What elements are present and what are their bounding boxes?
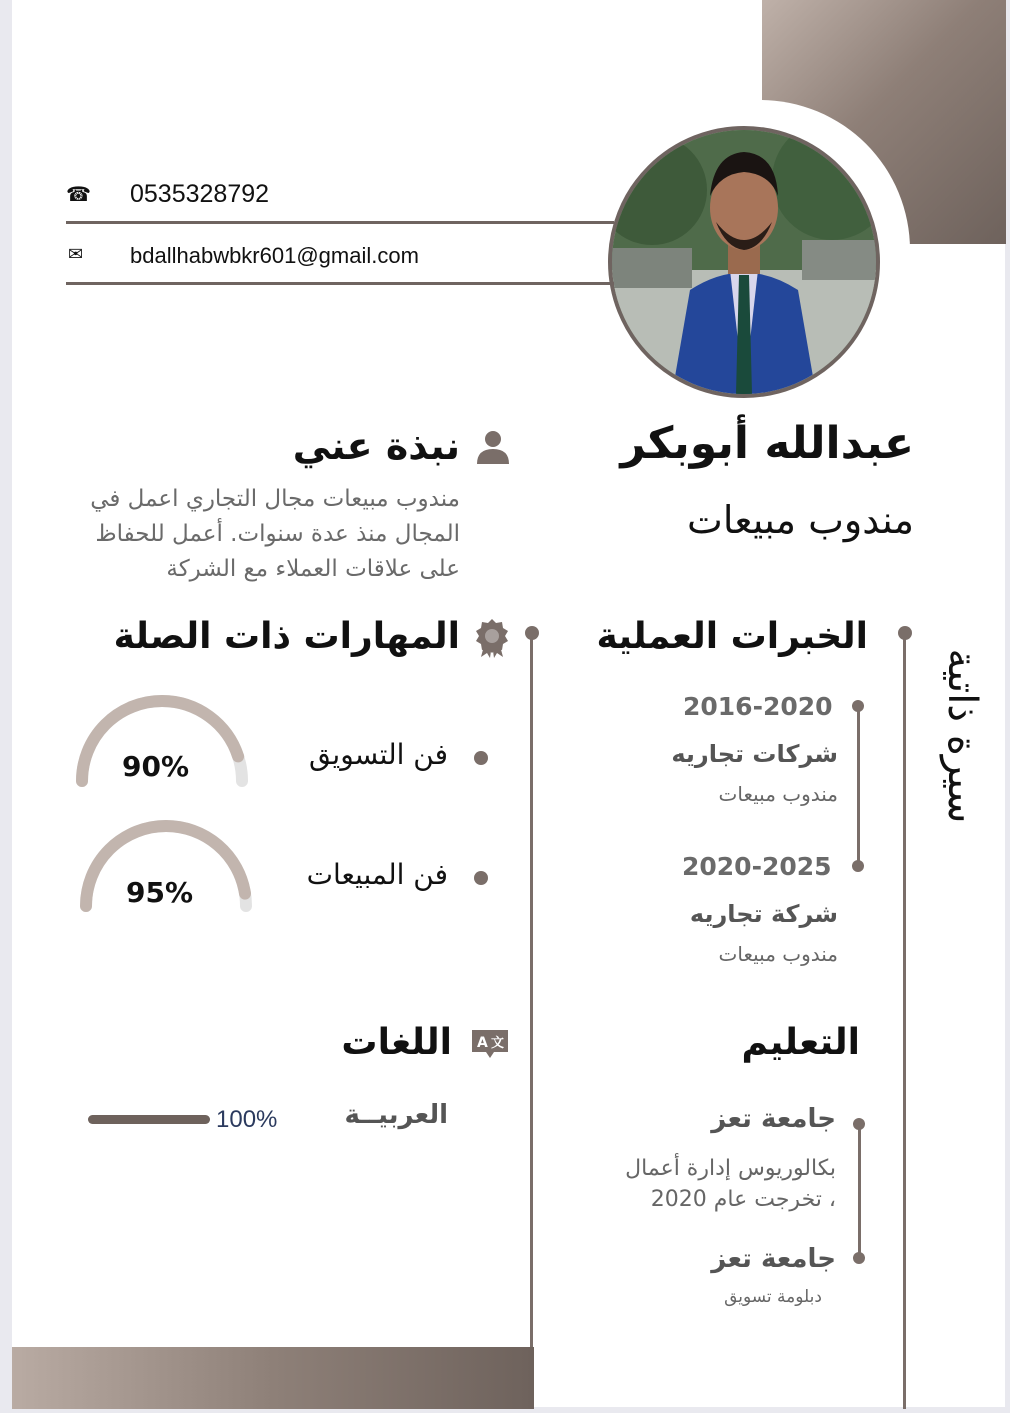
skill-name-1: فن التسويق [309, 738, 448, 771]
experience-timeline-line [903, 634, 906, 1409]
about-heading: نبذة عني [292, 424, 460, 468]
skill-gauge-2-label: 95% [126, 876, 194, 909]
contact-divider-1 [66, 221, 614, 224]
side-title: سيرة ذاتية [939, 648, 985, 824]
experience-heading: الخبرات العملية [596, 616, 868, 657]
experience-item-dot-2 [852, 860, 864, 872]
experience-role-2: مندوب مبيعات [718, 942, 838, 966]
language-bar-track-1 [88, 1115, 210, 1124]
award-icon [473, 618, 511, 658]
about-line-1: مندوب مبيعات مجال التجاري اعمل في [90, 486, 460, 512]
skill-gauge-1-label: 90% [122, 750, 190, 783]
experience-years-1: 2016-2020 [683, 692, 833, 721]
phone-icon: ☎ [66, 182, 91, 206]
svg-text:A: A [477, 1035, 488, 1051]
education-school-2: جامعة تعز [711, 1244, 836, 1274]
profile-photo [608, 126, 880, 398]
languages-heading: اللغات [341, 1022, 452, 1063]
education-degree-2: دبلومة تسويق [724, 1287, 822, 1307]
profile-name: عبدالله أبوبكر [620, 418, 914, 469]
about-line-2: المجال منذ عدة سنوات. أعمل للحفاظ [95, 521, 460, 547]
user-icon [474, 428, 512, 466]
page-left-border [0, 0, 12, 1413]
education-heading: التعليم [741, 1022, 860, 1063]
education-degree-1-line1: بكالوريوس إدارة أعمال [625, 1156, 836, 1181]
experience-role-1: مندوب مبيعات [718, 782, 838, 806]
education-item-line [858, 1124, 861, 1258]
profile-title: مندوب مبيعات [687, 498, 914, 542]
person-photo-icon [612, 130, 876, 394]
experience-item-line [857, 706, 860, 866]
experience-years-2: 2020-2025 [682, 852, 832, 881]
education-school-1: جامعة تعز [711, 1104, 836, 1134]
experience-company-2: شركة تجاريه [689, 900, 838, 928]
svg-text:文: 文 [491, 1036, 505, 1051]
phone-number[interactable]: 0535328792 [130, 180, 270, 208]
email-address[interactable]: bdallhabwbkr601@gmail.com [130, 243, 419, 268]
translate-icon [470, 1028, 510, 1060]
language-bar-fill-1 [88, 1115, 210, 1124]
education-degree-1-line2: ، تخرجت عام 2020 [650, 1187, 836, 1212]
skills-timeline-line [530, 634, 533, 1347]
contact-divider-2 [66, 282, 614, 285]
about-line-3: على علاقات العملاء مع الشركة [166, 556, 460, 582]
language-percent-1: 100% [216, 1106, 278, 1133]
skill-bullet-2 [474, 871, 488, 885]
side-title-wrap [912, 626, 1010, 846]
language-name-1: العربيــة [344, 1100, 448, 1130]
skill-bullet-1 [474, 751, 488, 765]
envelope-icon: ✉ [68, 244, 84, 265]
skills-heading: المهارات ذات الصلة [113, 616, 460, 657]
skill-name-2: فن المبيعات [306, 858, 448, 891]
footer-decor-bar [12, 1347, 534, 1409]
education-item-dot-2 [853, 1252, 865, 1264]
experience-company-1: شركات تجاريه [671, 740, 838, 768]
